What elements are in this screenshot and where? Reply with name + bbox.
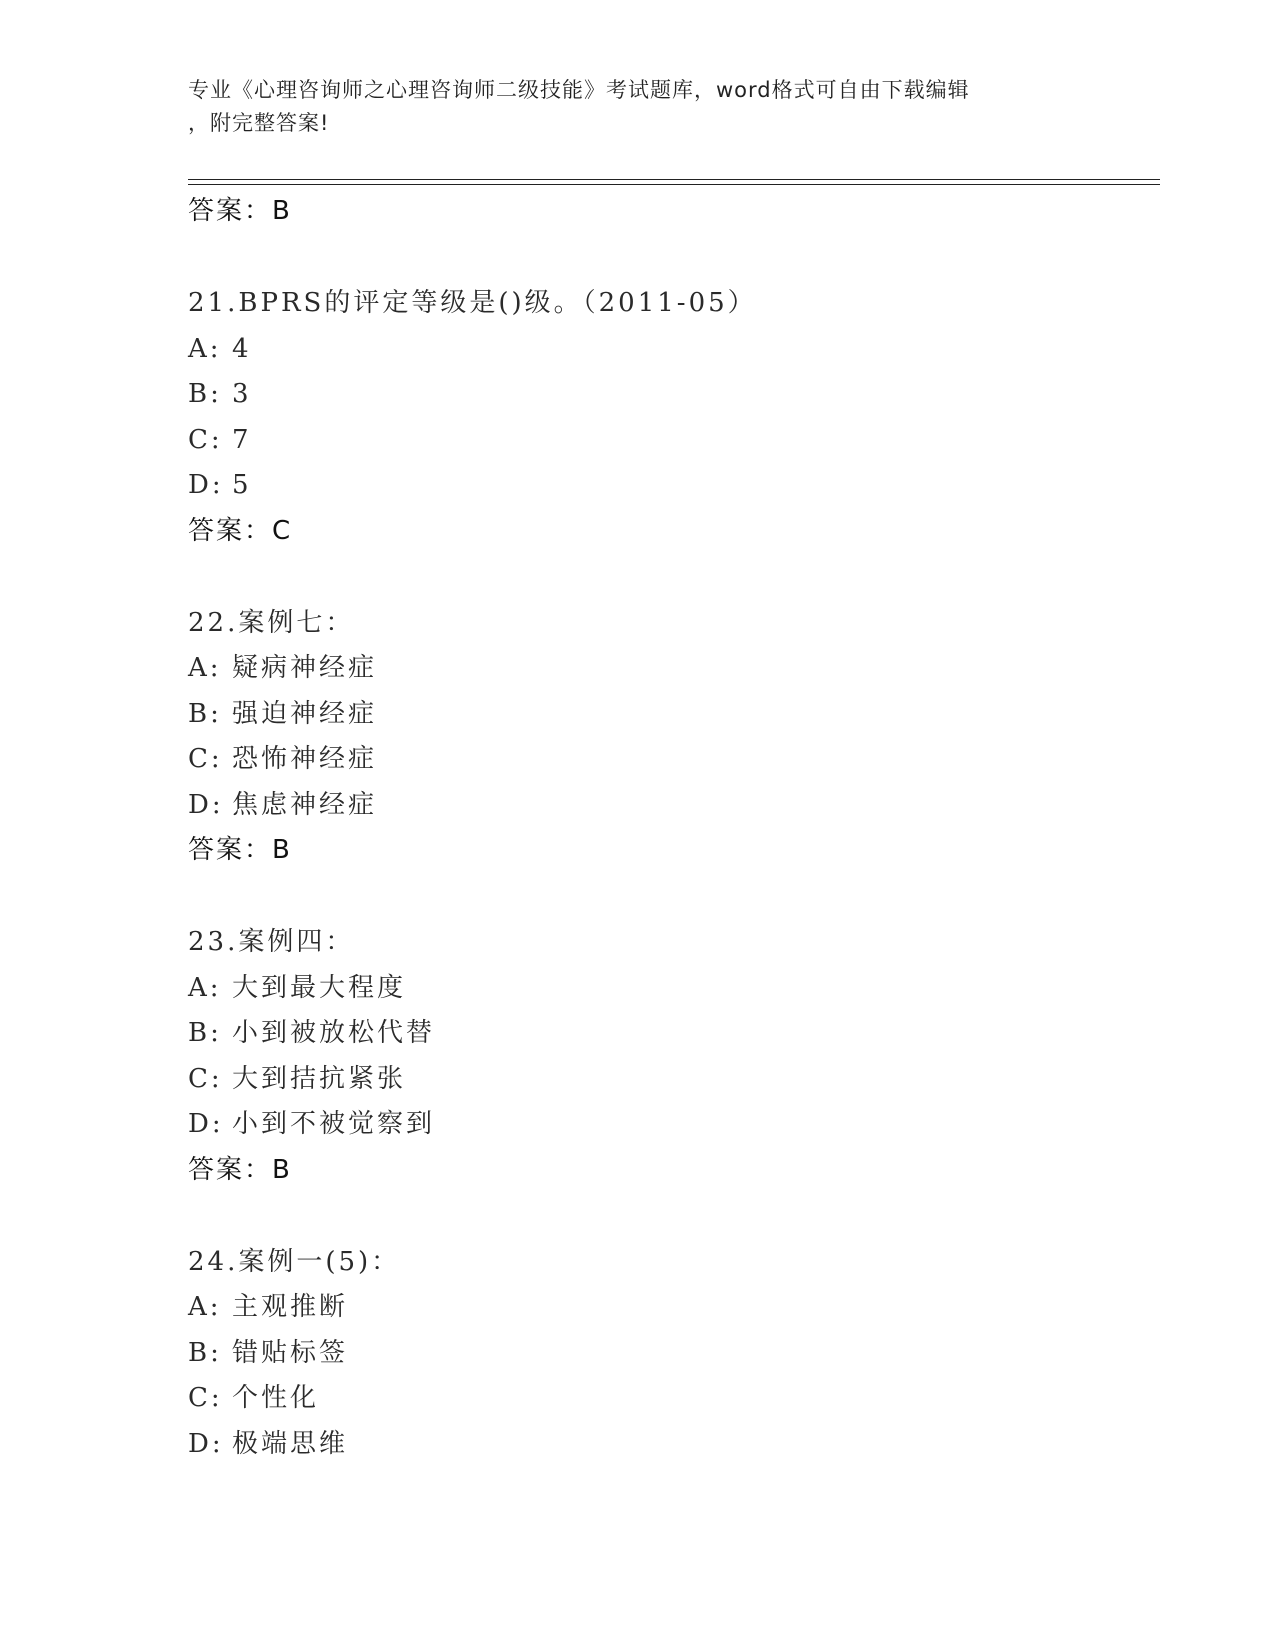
option-d bbox=[188, 783, 1160, 829]
answer-line: 答案：B bbox=[188, 196, 292, 226]
question-block-21 bbox=[188, 281, 1160, 554]
question-list bbox=[188, 189, 1160, 1467]
header-divider-top bbox=[188, 179, 1160, 180]
question-text: 24.案例一(5)： bbox=[188, 1246, 401, 1277]
option-a bbox=[188, 646, 1160, 692]
option-label: C: bbox=[188, 1063, 223, 1094]
option-label: B: bbox=[188, 379, 222, 409]
option-d bbox=[188, 463, 1160, 509]
option-b bbox=[188, 1011, 1160, 1057]
spacer bbox=[188, 1193, 1160, 1240]
option-label: B: bbox=[188, 698, 222, 729]
answer-line: 答案：C bbox=[188, 515, 293, 546]
question-block-24 bbox=[188, 1240, 1160, 1468]
option-text: 疑病神经症 bbox=[232, 653, 378, 683]
option-text: 4 bbox=[232, 333, 252, 364]
option-label: C: bbox=[188, 744, 223, 774]
option-label: A: bbox=[188, 653, 222, 683]
question-text: 21.BPRS的评定等级是()级。（2011-05） bbox=[188, 288, 757, 318]
option-label: D: bbox=[188, 1428, 224, 1459]
option-b bbox=[188, 1331, 1160, 1377]
option-c bbox=[188, 737, 1160, 783]
option-c bbox=[188, 418, 1160, 464]
header-line-2: ，附完整答案! bbox=[188, 111, 330, 135]
option-text: 个性化 bbox=[232, 1383, 320, 1413]
option-text: 焦虑神经症 bbox=[232, 789, 378, 820]
option-d bbox=[188, 1102, 1160, 1148]
option-label: D: bbox=[188, 470, 224, 500]
answer-line: 答案：B bbox=[188, 835, 292, 865]
spacer bbox=[188, 873, 1160, 920]
option-label: C: bbox=[188, 424, 223, 455]
header-divider-bottom bbox=[188, 184, 1160, 185]
option-d bbox=[188, 1422, 1160, 1468]
question-text: 22.案例七： bbox=[188, 607, 355, 638]
option-label: B: bbox=[188, 1018, 222, 1048]
option-text: 大到拮抗紧张 bbox=[232, 1063, 407, 1094]
option-a bbox=[188, 1285, 1160, 1331]
option-c bbox=[188, 1376, 1160, 1422]
option-text: 强迫神经症 bbox=[232, 698, 378, 729]
option-text: 小到被放松代替 bbox=[232, 1018, 436, 1048]
option-text: 恐怖神经症 bbox=[232, 744, 378, 774]
option-a bbox=[188, 966, 1160, 1012]
option-text: 7 bbox=[232, 424, 252, 455]
document-header bbox=[188, 74, 1088, 140]
spacer bbox=[188, 234, 1160, 281]
option-label: A: bbox=[188, 972, 222, 1003]
question-block-23 bbox=[188, 920, 1160, 1193]
option-text: 大到最大程度 bbox=[232, 972, 407, 1003]
option-text: 3 bbox=[232, 379, 252, 409]
option-b bbox=[188, 692, 1160, 738]
option-label: B: bbox=[188, 1337, 222, 1368]
option-c bbox=[188, 1057, 1160, 1103]
option-text: 小到不被觉察到 bbox=[232, 1109, 436, 1139]
option-a bbox=[188, 327, 1160, 373]
option-label: A: bbox=[188, 1292, 222, 1322]
option-b bbox=[188, 372, 1160, 418]
option-label: C: bbox=[188, 1383, 223, 1413]
option-text: 极端思维 bbox=[232, 1428, 349, 1459]
header-line-1: 专业《心理咨询师之心理咨询师二级技能》考试题库，word格式可自由下载编辑 bbox=[188, 78, 970, 102]
option-text: 错贴标签 bbox=[232, 1337, 349, 1368]
option-label: A: bbox=[188, 333, 222, 364]
question-text: 23.案例四： bbox=[188, 927, 355, 957]
spacer bbox=[188, 554, 1160, 601]
option-text: 5 bbox=[232, 470, 252, 500]
question-block-22 bbox=[188, 601, 1160, 874]
option-label: D: bbox=[188, 789, 224, 820]
answer-line: 答案：B bbox=[188, 1154, 292, 1185]
option-text: 主观推断 bbox=[232, 1292, 349, 1322]
option-label: D: bbox=[188, 1109, 224, 1139]
